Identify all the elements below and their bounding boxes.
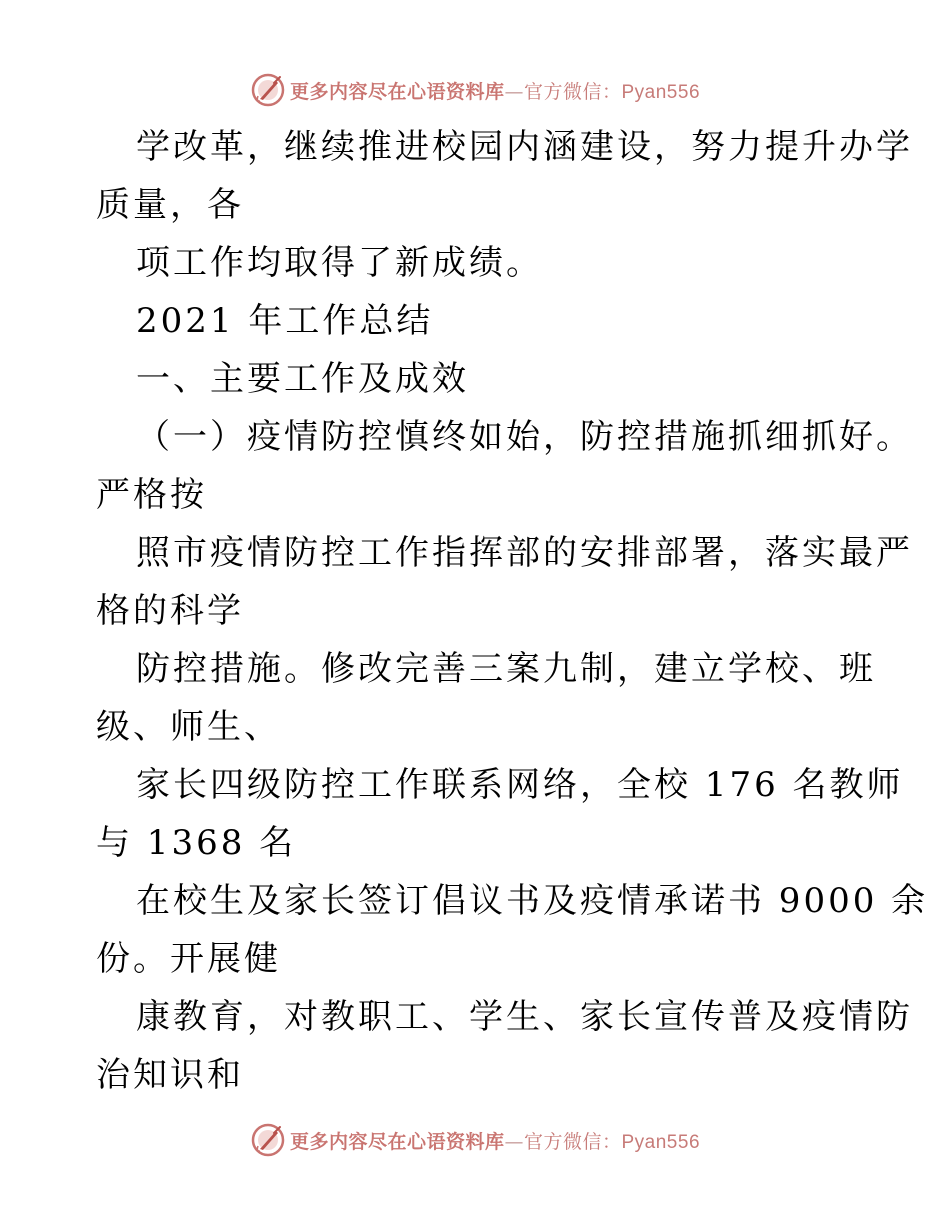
body-line: 严格按 [96,475,207,515]
watermark-text [290,1127,700,1154]
body-line: 家长四级防控工作联系网络，全校 176 名教师 [136,765,904,805]
quill-pen-logo-icon [250,72,286,108]
watermark-main-text: 更多内容尽在心语资料库 [289,80,505,103]
watermark-contact-label: 官方微信： [523,1130,622,1153]
document-body [96,118,929,1104]
header-watermark [0,70,950,110]
body-line: 质量，各 [96,185,244,225]
watermark-contact-id: Pyan556 [621,1131,701,1153]
body-line: 防控措施。修改完善三案九制，建立学校、班 [136,649,876,689]
section-heading-year: 2021 年工作总结 [136,301,434,341]
body-line: 级、师生、 [96,707,281,747]
watermark-contact-id: Pyan556 [621,81,701,103]
body-line: 康教育，对教职工、学生、家长宣传普及疫情防 [136,997,913,1037]
section-heading: 一、主要工作及成效 [136,359,469,399]
body-line: 学改革，继续推进校园内涵建设，努力提升办学 [136,127,913,167]
footer-watermark [0,1120,950,1160]
body-line: 格的科学 [96,591,244,631]
body-line: （一）疫情防控慎终如始，防控措施抓细抓好。 [136,417,913,457]
quill-pen-logo-icon [250,1122,286,1158]
body-line: 与 1368 名 [96,823,297,863]
body-line: 项工作均取得了新成绩。 [136,243,543,283]
watermark-text [290,77,700,104]
watermark-separator: — [504,1130,524,1153]
watermark-separator: — [504,80,524,103]
watermark-main-text: 更多内容尽在心语资料库 [289,1130,505,1153]
body-line: 份。开展健 [96,939,281,979]
body-line: 在校生及家长签订倡议书及疫情承诺书 9000 余 [136,881,929,921]
body-line: 治知识和 [96,1055,244,1095]
watermark-contact-label: 官方微信： [523,80,622,103]
body-line: 照市疫情防控工作指挥部的安排部署，落实最严 [136,533,913,573]
